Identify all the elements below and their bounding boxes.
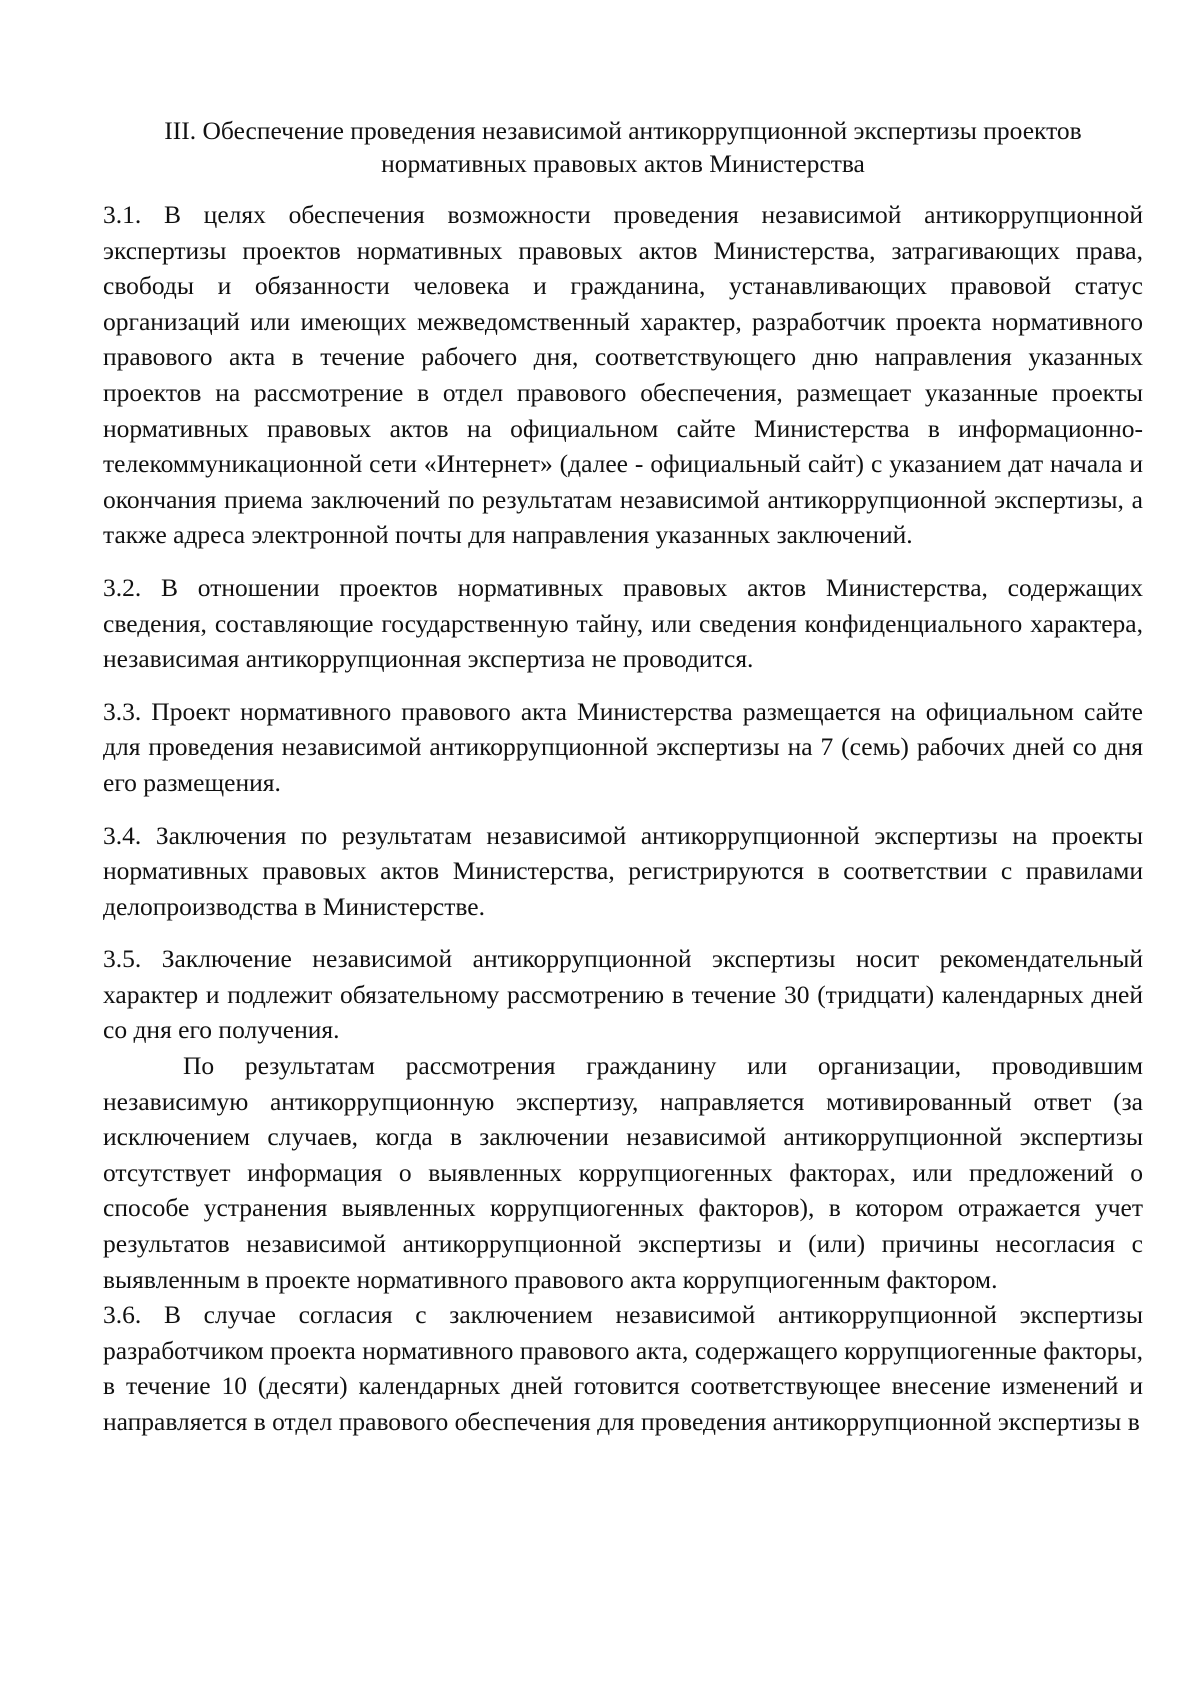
section-title [103, 114, 1143, 180]
section-title-line-2: нормативных правовых актов Министерства [381, 149, 865, 178]
paragraph-3-4: 3.4. Заключения по результатам независимой антикоррупционной экспертизы на проекты нормативных правовых актов Министерства, регистрируются в соответствии с правилами делопроизводства в Министерстве. [103, 820, 1143, 921]
document-body [103, 114, 1143, 1440]
paragraph-3-6: 3.6. В случае согласия с заключением независимой антикоррупционной экспертизы разработчиком проекта нормативного правового акта, содержащего коррупциогенные факторы, в течение 10 (десяти) календарных дней готовится соответствующее внесение изменений и направляется в отдел правового обеспечения для проведения антикоррупционной экспертизы в [103, 1300, 1143, 1436]
paragraph-3-1: 3.1. В целях обеспечения возможности проведения независимой антикоррупционной экспертизы проектов нормативных правовых актов Министерства, затрагивающих права, свободы и обязанности человека и гражданина, устанавливающих правовой статус организаций или имеющих межведомственный характер, разработчик проекта нормативного правового акта в течение рабочего дня, соответствующего дню направления указанных проектов на рассмотрение в отдел правового обеспечения, размещает указанные проекты нормативных правовых актов на официальном сайте Министерства в информационно-телекоммуникационной сети «Интернет» (далее - официальный сайт) с указанием дат начала и окончания приема заключений по результатам независимой антикоррупционной экспертизы, а также адреса электронной почты для направления указанных заключений. [103, 200, 1143, 550]
paragraph-3-2: 3.2. В отношении проектов нормативных правовых актов Министерства, содержащих сведения, составляющие государственную тайну, или сведения конфиденциального характера, независимая антикоррупционная экспертиза не проводится. [103, 572, 1143, 674]
section-title-line-1: III. Обеспечение проведения независимой антикоррупционной экспертизы проектов [164, 116, 1082, 145]
paragraph-3-5: 3.5. Заключение независимой антикоррупционной экспертизы носит рекомендательный характер и подлежит обязательному рассмотрению в течение 30 (тридцати) календарных дней со дня его получения. [103, 944, 1143, 1045]
paragraph-3-3: 3.3. Проект нормативного правового акта Министерства размещается на официальном сайте для проведения независимой антикоррупционной экспертизы на 7 (семь) рабочих дней со дня его размещения. [103, 696, 1143, 797]
paragraph-review-results: По результатам рассмотрения гражданину или организации, проводившим независимую антикоррупционную экспертизу, направляется мотивированный ответ (за исключением случаев, когда в заключении независимой антикоррупционной экспертизы отсутствует информация о выявленных коррупциогенных факторах, или предложений о способе устранения выявленных коррупциогенных факторов), в котором отражается учет результатов независимой антикоррупционной экспертизы и (или) причины несогласия с выявленным в проекте нормативного правового акта коррупциогенным фактором. [103, 1051, 1143, 1294]
